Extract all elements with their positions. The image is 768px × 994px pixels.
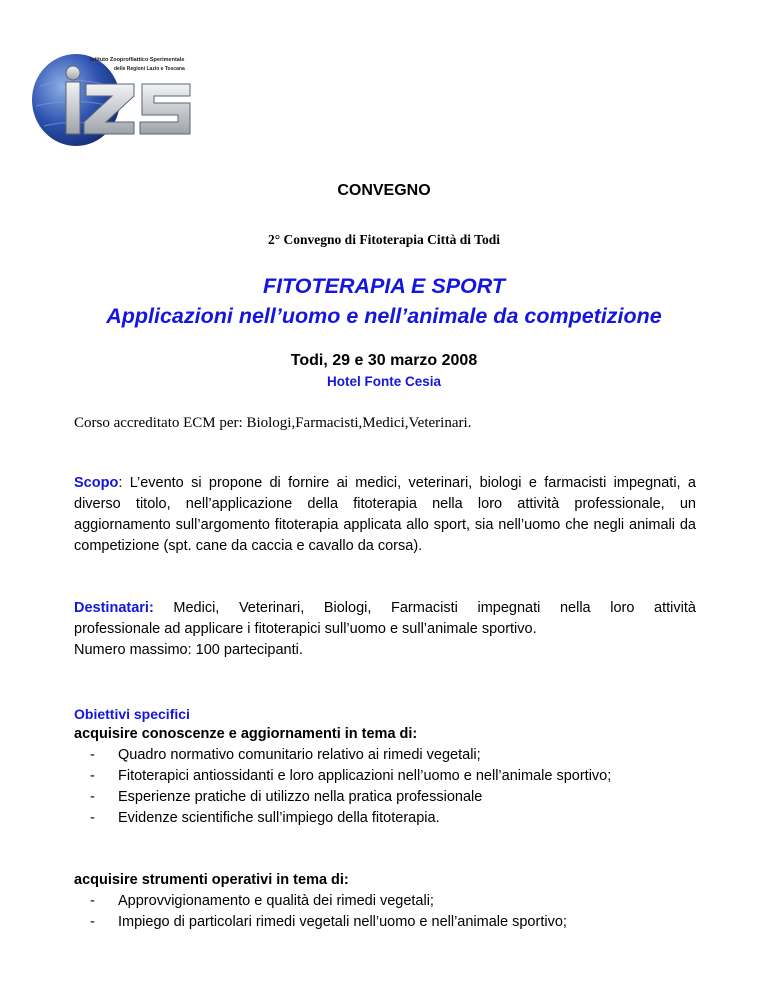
destinatari-word: Farmacisti: [391, 600, 458, 616]
event-title-line2: Applicazioni nell’uomo e nell’animale da competizione: [106, 304, 662, 328]
destinatari-word: attività: [654, 600, 696, 616]
event-subtitle: 2° Convegno di Fitoterapia Città di Todi: [268, 232, 500, 247]
destinatari-word: impegnati: [477, 600, 541, 616]
participants-limit: Numero massimo: 100 partecipanti.: [74, 642, 303, 658]
accreditation-text: Corso accreditato ECM per: Biologi,Farmacisti,Medici,Veterinari.: [74, 415, 472, 431]
knowledge-list: [74, 745, 714, 829]
event-title: FITOTERAPIA E SPORT: [262, 274, 506, 298]
scopo-paragraph: [74, 473, 696, 557]
list-item: - Evidenze scientifiche sull’impiego della fitoterapia.: [74, 808, 714, 829]
knowledge-heading: acquisire conoscenze e aggiornamenti in tema di:: [74, 726, 418, 742]
list-item: - Fitoterapici antiossidanti e loro applicazioni nell’uomo e nell’animale sportivo;: [74, 766, 714, 787]
destinatari-word: Veterinari,: [238, 600, 305, 616]
logo-text-line1: Istituto Zooprofilattico Sperimentale: [90, 57, 185, 63]
scopo-label: Scopo: [74, 475, 119, 491]
destinatari-line1: [74, 598, 696, 619]
event-venue: Hotel Fonte Cesia: [326, 374, 442, 389]
tools-list: [74, 891, 714, 933]
destinatari-label: Destinatari:: [74, 600, 154, 616]
destinatari-word: loro: [610, 600, 635, 616]
objectives-heading: Obiettivi specifici: [74, 706, 190, 722]
destinatari-word: Biologi,: [323, 600, 372, 616]
list-item: - Approvvigionamento e qualità dei rimedi vegetali;: [74, 891, 714, 912]
izs-logo: [30, 46, 210, 150]
destinatari-word: Medici,: [173, 600, 220, 616]
tools-heading: acquisire strumenti operativi in tema di:: [74, 872, 349, 888]
destinatari-word: nella: [559, 600, 591, 616]
scopo-text: : L’evento si propone di fornire ai medici, veterinari, biologi e farmacisti impegnati, a diverso titolo, nell’applicazione della fitoterapia nella loro attività professionale, un aggiornamento sull’argomento fitoterapia applicata allo sport, sia nell’uomo che negli animali da competizione (spt. cane da caccia e cavallo da corsa).: [74, 475, 696, 554]
destinatari-line2: professionale ad applicare i fitoterapici sull’uomo e sull’animale sportivo.: [74, 621, 537, 637]
convegno-heading: CONVEGNO: [337, 182, 431, 199]
list-item: - Impiego di particolari rimedi vegetali nell’uomo e nell’animale sportivo;: [74, 912, 714, 933]
list-item: - Esperienze pratiche di utilizzo nella pratica professionale: [74, 787, 714, 808]
list-item: - Quadro normativo comunitario relativo ai rimedi vegetali;: [74, 745, 714, 766]
logo-text-line2: delle Regioni Lazio e Toscana: [114, 66, 185, 72]
event-date: Todi, 29 e 30 marzo 2008: [290, 352, 478, 369]
